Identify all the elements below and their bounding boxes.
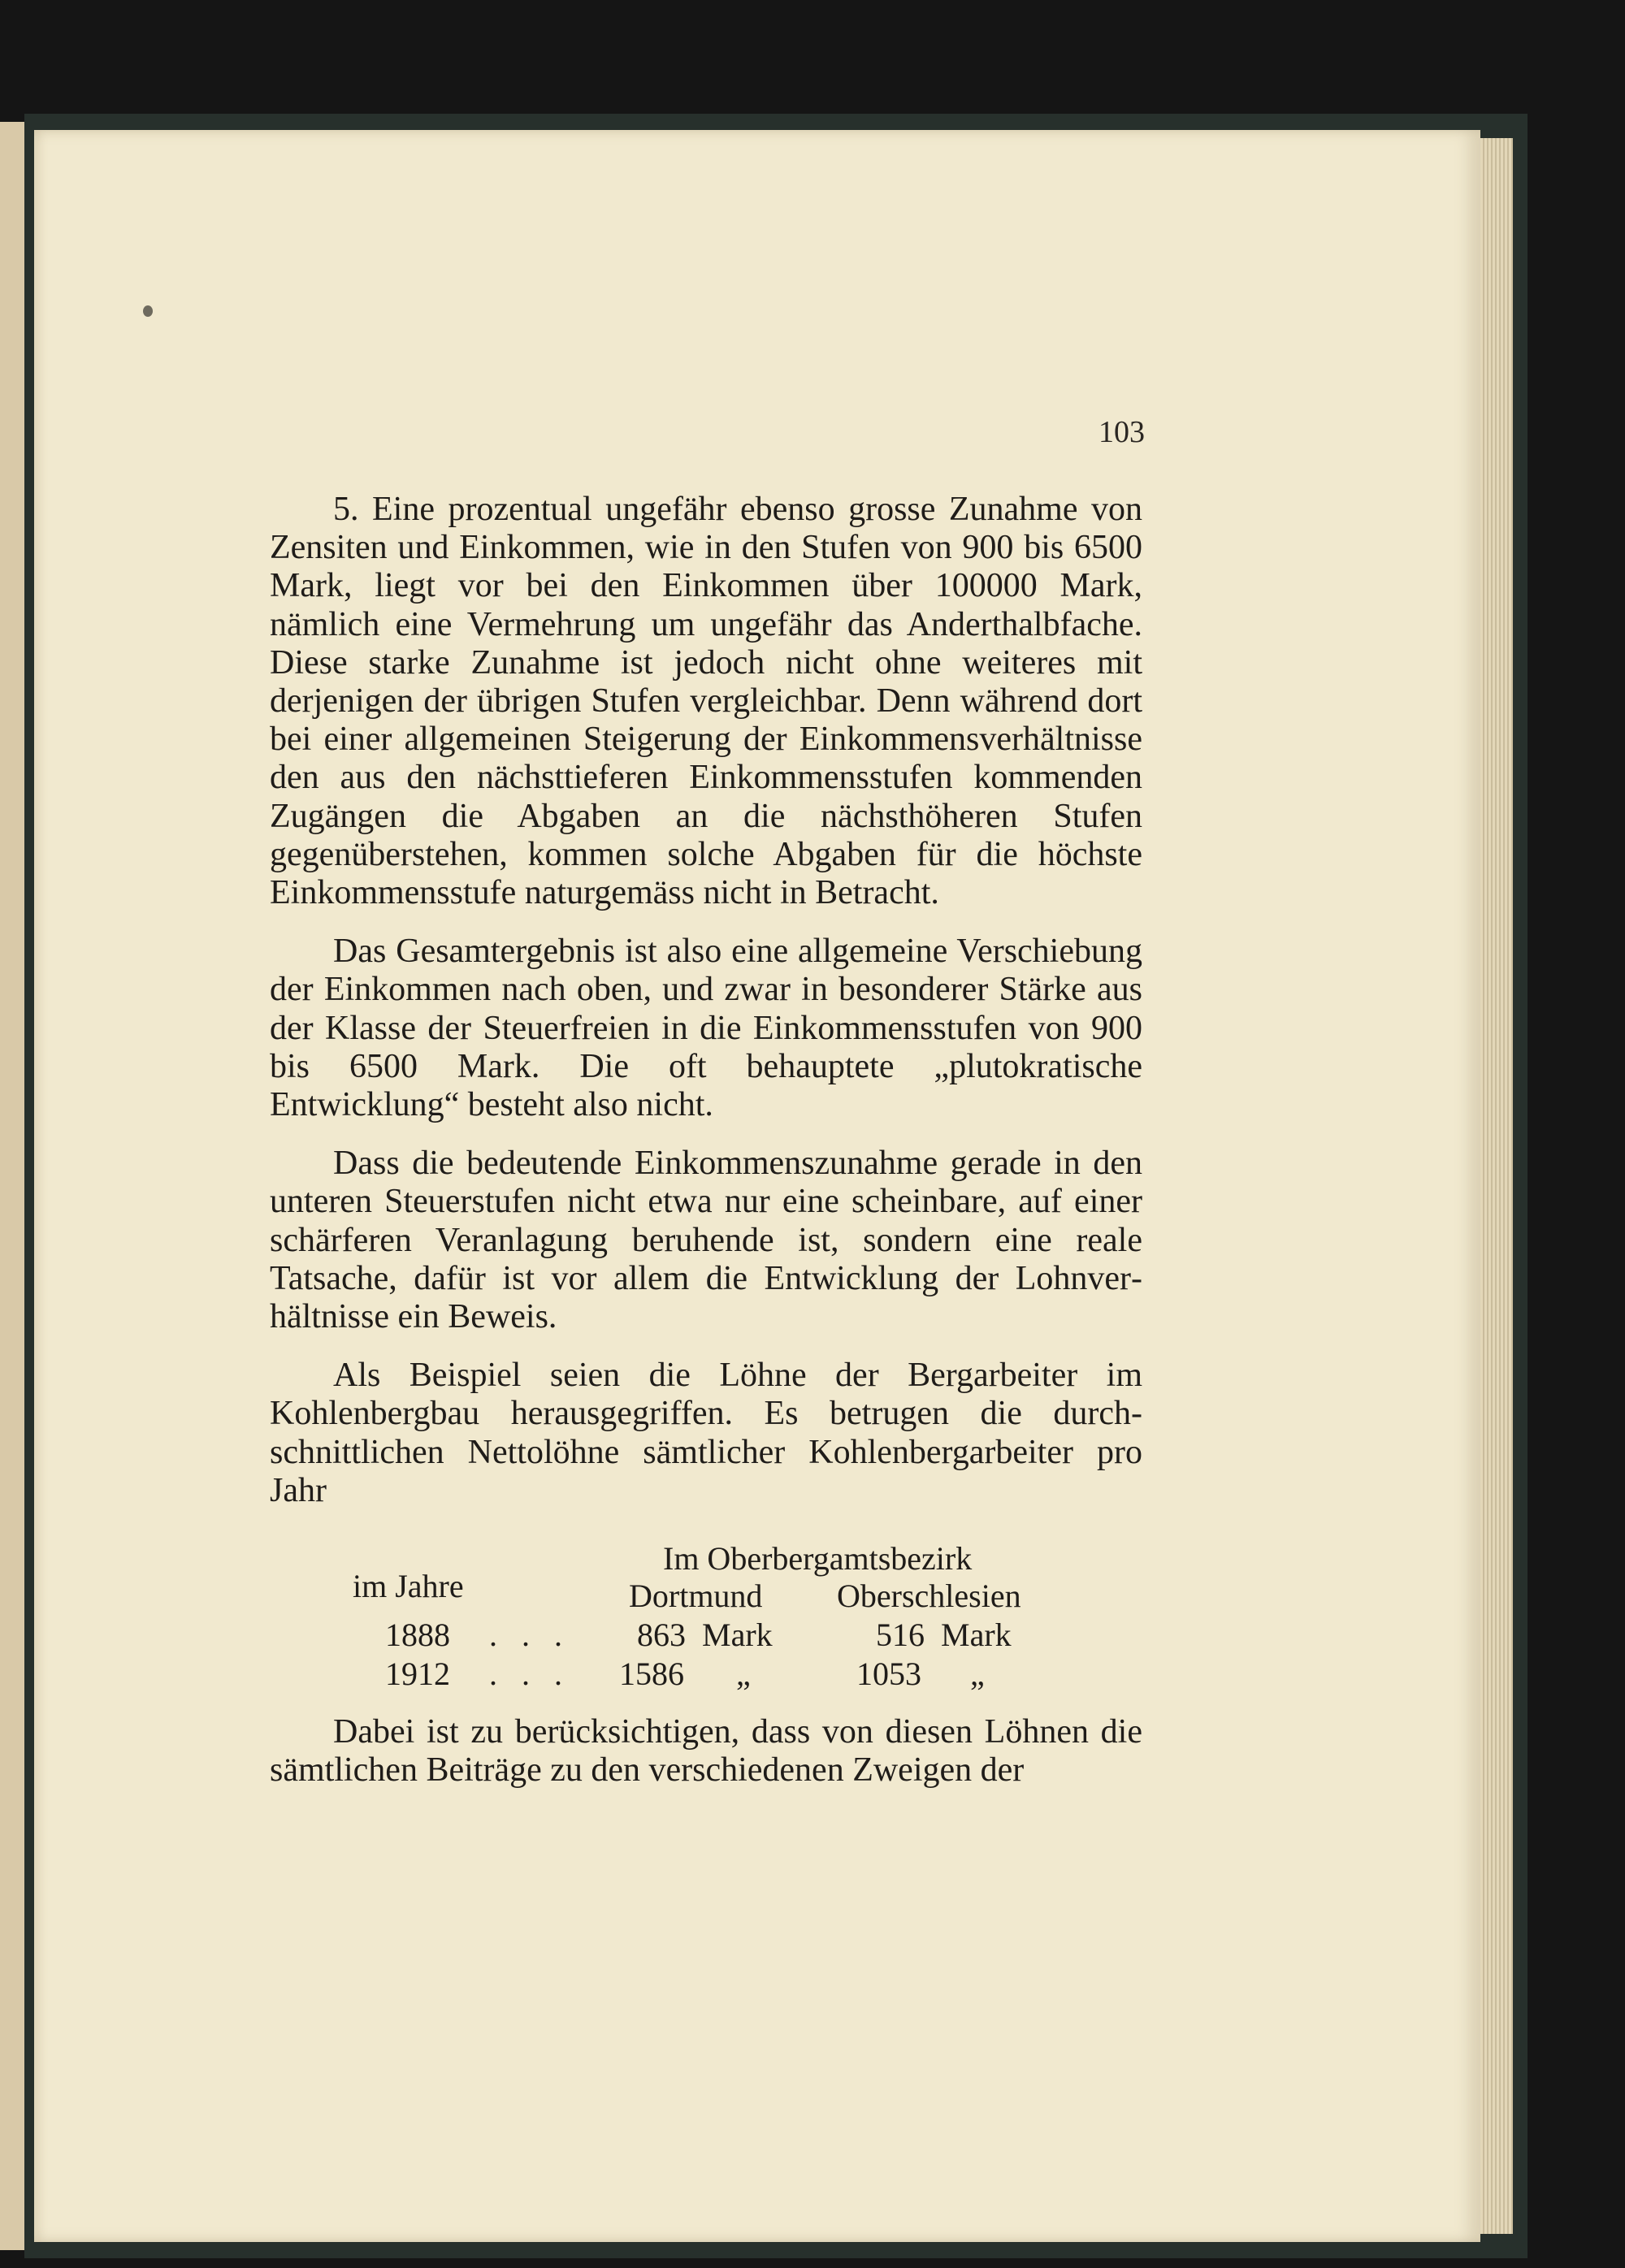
paragraph-3: Dass die bedeutende Einkommenszunahme gerade in den unteren Steuerstufen nicht etwa nur eine scheinbare, auf einer schärferen Veranlagung beruhende ist, sondern eine reale Tatsache, dafür ist vor allem die Entwicklung der Lohnverhältnisse ein Beweis. [270, 1145, 1142, 1336]
oberschlesien-value: 1053 [856, 1656, 921, 1693]
closing-paragraph: Dabei ist zu berücksichtigen, dass von diesen Löhnen die sämtlichen Beiträge zu den verschiedenen Zweigen der [270, 1713, 1142, 1790]
oberschlesien-header: Oberschlesien [837, 1578, 1021, 1615]
paragraph-2: Das Gesamtergebnis ist also eine allgemeine Verschiebung der Einkommen nach oben, und zwar in besonderer Stärke aus der Klasse der Steuerfreien in die Einkommensstufen von 900 bis 6500 Mark. Die oft behauptete „plutokratische Entwicklung“ besteht also nicht. [270, 933, 1142, 1124]
page-edges [1480, 138, 1513, 2234]
district-header: Im Oberbergamtsbezirk [663, 1540, 973, 1578]
dortmund-unit: „ [736, 1656, 751, 1693]
wage-table [270, 1541, 1142, 1695]
paragraph-1: 5. Eine prozentual ungefähr ebenso grosse Zunahme von Zensiten und Einkommen, wie in den Stufen von 900 bis 6500 Mark, liegt vor bei den Einkommen über 100000 Mark, nämlich eine Vermehrung um ungefähr das Anderthalbfache. Diese starke Zunahme ist jedoch nicht ohne weiteres mit derjenigen der übrigen Stufen vergleichbar. Denn während dort bei einer allgemeinen Steigerung der Einkommensverhältnisse den aus den nächsttieferen Einkommensstufen kommenden Zugängen die Abgaben an die nächsthöheren Stufen gegenüberstehen, kommen solche Abgaben für die höchste Einkommensstufe naturgemäss nicht in Betracht. [270, 491, 1142, 912]
dortmund-unit: Mark [702, 1617, 773, 1654]
dot-leader: . . . [489, 1656, 570, 1693]
row-year: 1888 [385, 1617, 450, 1654]
oberschlesien-value: 516 [876, 1617, 925, 1654]
year-header: im Jahre [353, 1568, 464, 1605]
dortmund-value: 1586 [619, 1656, 684, 1693]
oberschlesien-unit: Mark [941, 1617, 1012, 1654]
ink-spot [143, 305, 153, 317]
page-number: 103 [1098, 415, 1145, 449]
oberschlesien-unit: „ [970, 1656, 985, 1693]
dot-leader: . . . [489, 1617, 570, 1654]
row-year: 1912 [385, 1656, 450, 1693]
dortmund-value: 863 [637, 1617, 686, 1654]
page-body [270, 491, 1142, 1790]
paragraph-4: Als Beispiel seien die Löhne der Bergarbeiter im Kohlenbergbau herausgegriffen. Es betrugen die durchschnittlichen Nettolöhne sämtlicher Kohlenbergarbeiter pro Jahr [270, 1357, 1142, 1509]
dortmund-header: Dortmund [629, 1578, 763, 1615]
